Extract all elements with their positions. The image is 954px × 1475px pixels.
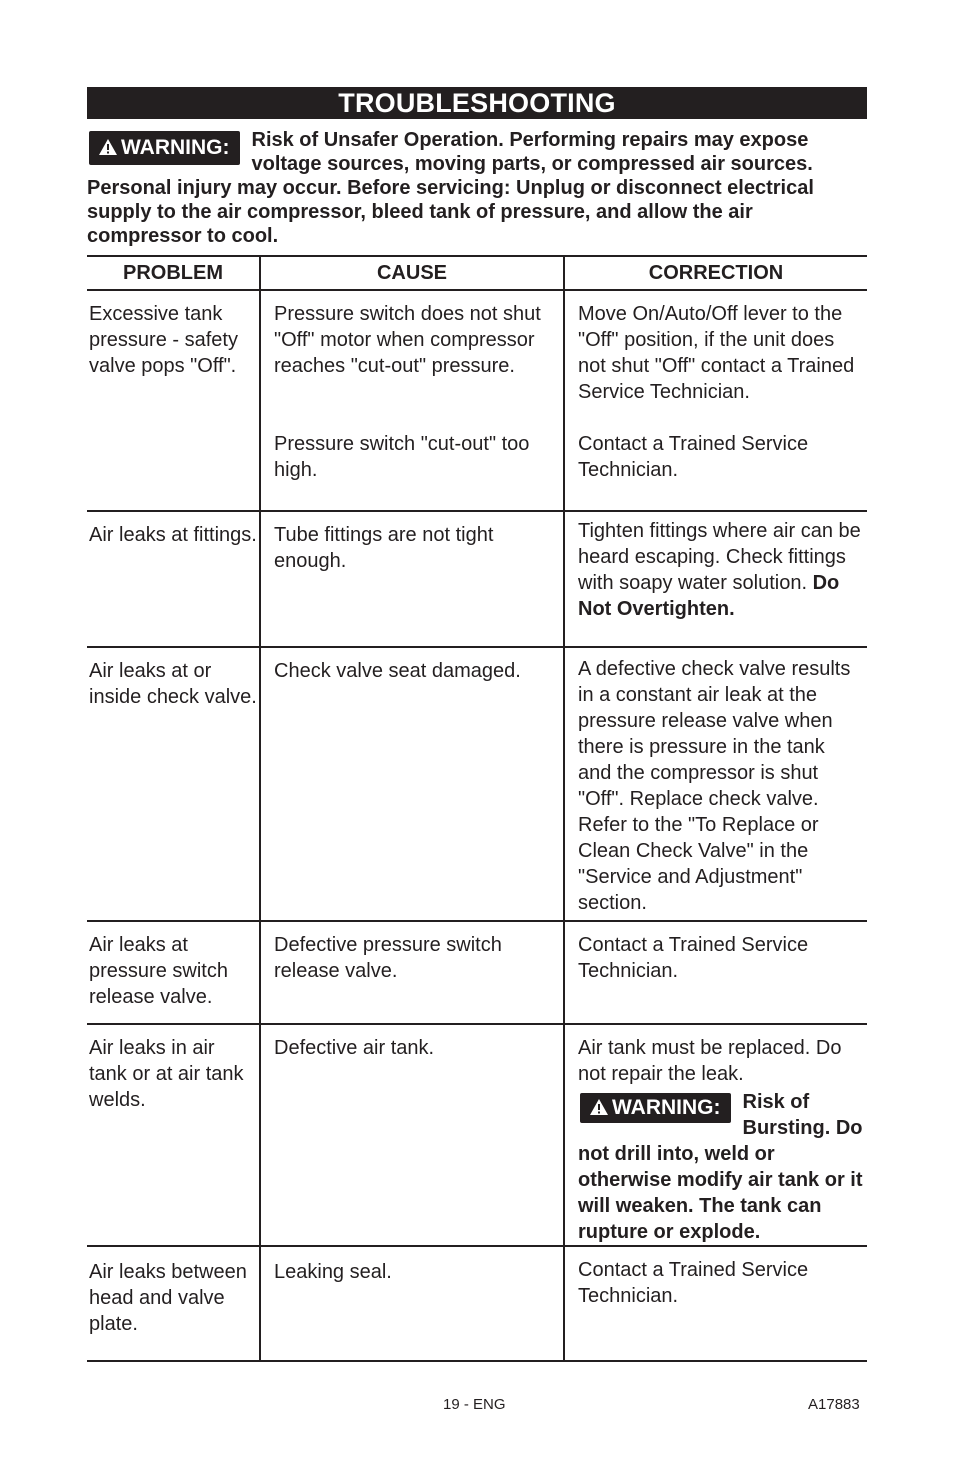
warning-badge-label: WARNING: [612,1096,721,1119]
page-title: TROUBLESHOOTING [87,87,867,119]
warning-badge [89,131,240,165]
table-row [87,647,867,921]
document-code: A17883 [808,1396,860,1413]
cause-cell: Tube fittings are not tight enough. [274,524,494,572]
troubleshooting-table [87,255,867,1362]
table-row [87,1024,867,1246]
problem-cell: Air leaks at fittings. [89,524,257,546]
table-row [87,921,867,1024]
table-header-row [87,256,867,290]
problem-cell: Excessive tank pressure - safety valve pops "Off". [89,303,238,377]
cause-cell: Check valve seat damaged. [274,660,521,682]
correction-cell: Tighten fittings where air can be heard escaping. Check fittings with soapy water solution. [578,520,861,594]
problem-cell: Air leaks at pressure switch release valve. [89,934,228,1008]
header-cause: CAUSE [260,256,564,290]
warning-text: Risk of Unsafer Operation. Performing repairs may expose voltage sources, moving parts, or compressed air sources. Personal injury may occur. Before servicing: Unplug or disconnect electrical supply to the air compressor, bleed tank of pressure, and allow the air compressor to cool. [87,129,814,247]
correction-cell: Contact a Trained Service Technician. [578,433,809,481]
problem-cell: Air leaks between head and valve plate. [89,1261,247,1335]
correction-cell: Contact a Trained Service Technician. [578,934,809,982]
cause-cell: Pressure switch "cut-out" too high. [274,433,530,481]
header-problem: PROBLEM [87,256,260,290]
inline-warning [578,1089,863,1245]
table-row [87,1246,867,1361]
correction-cell: A defective check valve results in a constant air leak at the pressure release valve when there is pressure in the tank and the compressor is shut "Off". Replace check valve. Refer to the "To Replace or Clean Check Valve" in the "Service and Adjustment" section. [578,658,851,914]
warning-badge [580,1093,731,1123]
warning-badge-label: WARNING: [121,136,230,159]
header-correction: CORRECTION [564,256,867,290]
troubleshooting-page [87,87,867,1335]
table-row [87,290,867,511]
cause-cell: Leaking seal. [274,1261,392,1283]
correction-cell: Move On/Auto/Off lever to the "Off" position, if the unit does not shut "Off" contact a Trained Service Technician. [578,303,855,403]
cause-cell: Defective air tank. [274,1037,435,1059]
warning-triangle-icon [98,133,118,167]
correction-bold-note: Do Not Overtighten. [578,572,840,620]
warning-block [87,128,867,248]
problem-cell: Air leaks at or inside check valve. [89,660,257,708]
cause-cell: Defective pressure switch release valve. [274,934,502,982]
inline-warning-text: Risk of Bursting. Do not drill into, weld or otherwise modify air tank or it will weaken. The tank can rupture or explode. [578,1091,863,1243]
table-row [87,511,867,647]
problem-cell: Air leaks in air tank or at air tank welds. [89,1037,244,1111]
page-number: 19 - ENG [443,1396,506,1413]
cause-cell: Pressure switch does not shut "Off" motor when compressor reaches "cut-out" pressure. [274,303,541,377]
correction-cell: Contact a Trained Service Technician. [578,1259,809,1307]
correction-cell: Air tank must be replaced. Do not repair the leak. [578,1037,842,1085]
warning-triangle-icon [589,1095,609,1125]
